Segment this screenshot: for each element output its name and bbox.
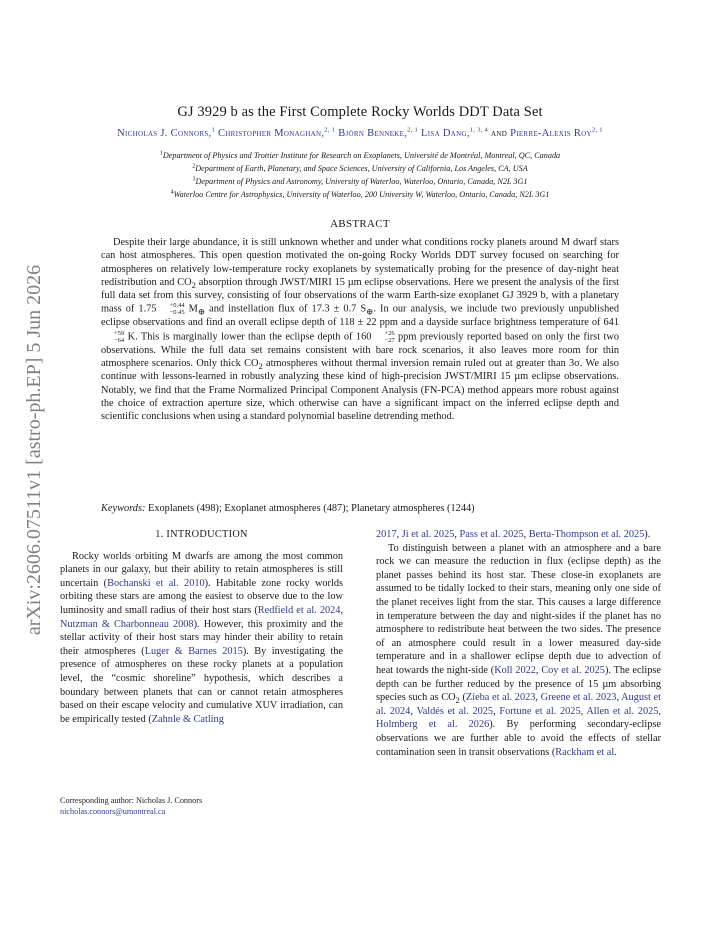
left-column: [60, 528, 343, 726]
citation-link[interactable]: Allen et al. 2025: [586, 705, 659, 717]
citation-link[interactable]: 2017: [376, 529, 397, 540]
citation-link[interactable]: Valdés et al. 2025: [416, 705, 494, 717]
keywords-label: Keywords:: [101, 503, 146, 514]
citation-link[interactable]: Zahnle & Catling: [151, 713, 224, 725]
author-affil-marker: 2, 1: [591, 126, 603, 134]
citation-link[interactable]: Coy et al. 2025: [541, 664, 605, 676]
affiliation-line: $^1$Department of Physics and Trottier Institute for Research on Exoplanets, Université de Montréal, Montreal, QC, Canada: [159, 150, 561, 160]
keywords-text: Exoplanets (498); Exoplanet atmospheres (487); Planetary atmospheres (1244): [145, 503, 475, 514]
citation-link[interactable]: Ji et al. 2025: [401, 529, 455, 540]
author-affil-marker: 2, 1: [324, 126, 336, 134]
author-name[interactable]: Lisa Dang,: [421, 128, 470, 139]
author-affil-marker: 1: [211, 126, 216, 134]
corresponding-author-footnote: [60, 795, 343, 817]
author-affil-marker: 2, 1: [407, 126, 419, 134]
author-name[interactable]: Christopher Monaghan,: [217, 128, 325, 139]
intro-paragraph: To distinguish between a planet with an atmosphere and a bare rock we can measure the reduction in flux (eclipse depth) as the planet passes behind its host star. These close-in exoplanets are assumed to be tidally locked to their stars, meaning only one side of the planet receives light from the star. This causes a large difference in temperature between the day and night-sides if the planet has no atmosphere to redistribute heat between the two sides. The presence of an atmosphere could result in a lower measured day-side temperature and in a shallower eclipse depth due to advection of heat towards the night-side (Koll 2022, Coy et al. 2025). The eclipse depth can be further reduced by the presence of 15 µm absorbing species such as $CO_2$ (Zieba et al. 2023, Greene et al. 2023, August et al. 2024, Valdés et al. 2025, Fortune et al. 2025, Allen et al. 2025, Holmberg et al. 2026). By performing secondary-eclipse observations we are further able to avoid the effects of stellar contamination seen in transit observations (Rackham et al.: [376, 542, 661, 758]
authors-conjunction: and: [491, 128, 508, 139]
keywords-line: [101, 502, 619, 515]
author-name[interactable]: Björn Benneke,: [338, 128, 408, 139]
abstract-heading: ABSTRACT: [330, 218, 390, 230]
citation-link[interactable]: Fortune et al. 2025: [499, 705, 581, 717]
intro-paragraph-continued: 2017, Ji et al. 2025, Pass et al. 2025, Berta-Thompson et al. 2025).: [376, 529, 651, 540]
citation-link[interactable]: Nutzman & Charbonneau 2008: [60, 618, 194, 630]
corresponding-author-email-link[interactable]: nicholas.connors@umontreal.ca: [60, 807, 166, 816]
intro-paragraph: Rocky worlds orbiting M dwarfs are among the most common planets in our galaxy, but their ability to retain atmospheres is still uncertain (Bochanski et al. 2010). Habitable zone rocky worlds orbiting these stars are among the easiest to observe due to the low luminosity and small radius of their host stars (Redfield et al. 2024, Nutzman & Charbonneau 2008). However, this proximity and the stellar activity of their host stars may hinder their ability to retain their atmospheres (Luger & Barnes 2015). By investigating the presence of atmospheres on these rocky planets at a population level, the “cosmic shoreline” hypothesis, which describes a boundary between planets that can or cannot retain atmospheres based on their escape velocity and cumulative XUV irradiation, can be empirically tested (Zahnle & Catling: [60, 550, 344, 725]
paper-title: GJ 3929 b as the First Complete Rocky Worlds DDT Data Set: [177, 104, 543, 120]
section-heading-introduction: 1. INTRODUCTION: [155, 529, 248, 540]
citation-link[interactable]: Berta-Thompson et al. 2025: [528, 529, 645, 540]
citation-link[interactable]: Pass et al. 2025: [459, 529, 524, 540]
corresponding-author-text: Corresponding author: Nicholas J. Connors: [60, 796, 203, 805]
citation-link[interactable]: Bochanski et al. 2010: [107, 577, 205, 589]
arxiv-identifier-stamp: [10, 240, 50, 660]
abstract-body: Despite their large abundance, it is still unknown whether and under what conditions rocky planets around M dwarf stars can host atmospheres. This open question motivated the on-going Rocky Worlds DDT survey focused on searching for atmospheres on relatively low-temperature rocky exoplanets by systematically probing for the presence of day-night heat redistribution and $CO_2$ absorption through JWST/MIRI 15 µm eclipse observations. Here we present the analysis of the first full data set from this survey, consisting of four observations of the warm Earth-size exoplanet GJ 3929 b, with a planetary mass of 1.75 +0.44 −0.45 $M_\oplus$ and instellation flux of 17.3 ± 0.7 $S_\oplus$. In our analysis, we include two previously unpublished eclipse observations and find an overall eclipse depth of 118 ± 22 ppm and a dayside surface brightness temperature of 641 +59 −64 K. This is marginally lower than the eclipse depth of 160 +26 −27 ppm previously reported based on only the first two observations. While the full data set remains consistent with bare rock scenarios, it also leaves more room for thin atmosphere scenarios. Only thick $CO_2$ atmospheres without thermal inversion remain ruled out at greater than 3σ. We also continue with lessons-learned in robustly analyzing these kind of high-precision JWST/MIRI 15 µm eclipse observations. Notably, we find that the Frame Normalized Principal Component Analysis (FN-PCA) method appears more robust against the choice of extraction aperture size, which otherwise can have a significant impact on the inferred eclipse depth and scientific conclusions when using a standard polynomial baseline detrending method.: [101, 237, 620, 423]
author-list: [60, 128, 660, 139]
citation-link[interactable]: August et al. 2024: [376, 692, 661, 717]
right-column: [376, 528, 661, 759]
affiliation-line: $^4$Waterloo Centre for Astrophysics, University of Waterloo, 200 University W, Waterloo, Ontario, Canada, N2L 3G1: [170, 189, 550, 199]
author-name[interactable]: Pierre-Alexis Roy: [510, 128, 592, 139]
affiliation-line: $^3$Department of Physics and Astronomy, University of Waterloo, Waterloo, Ontario, Canada, N2L 3G1: [192, 176, 528, 186]
affiliation-line: $^2$Department of Earth, Planetary, and Space Sciences, University of California, Los Angeles, CA, USA: [192, 163, 528, 173]
arxiv-id-text: arXiv:2606.07511v1 [astro-ph.EP] 5 Jun 2026: [23, 264, 45, 636]
author-name[interactable]: Nicholas J. Connors,: [117, 128, 212, 139]
citation-link[interactable]: Greene et al. 2023: [540, 692, 617, 704]
affiliations: [60, 149, 660, 201]
citation-link[interactable]: Rackham et al.: [555, 746, 617, 758]
citation-link[interactable]: Redfield et al. 2024: [257, 604, 341, 616]
author-affil-marker: 1, 3, 4: [469, 126, 489, 134]
citation-link[interactable]: Luger & Barnes 2015: [144, 645, 243, 657]
citation-link[interactable]: Zieba et al. 2023: [465, 692, 536, 704]
citation-link[interactable]: Koll 2022: [494, 664, 536, 676]
citation-link[interactable]: Holmberg et al. 2026: [376, 719, 490, 731]
